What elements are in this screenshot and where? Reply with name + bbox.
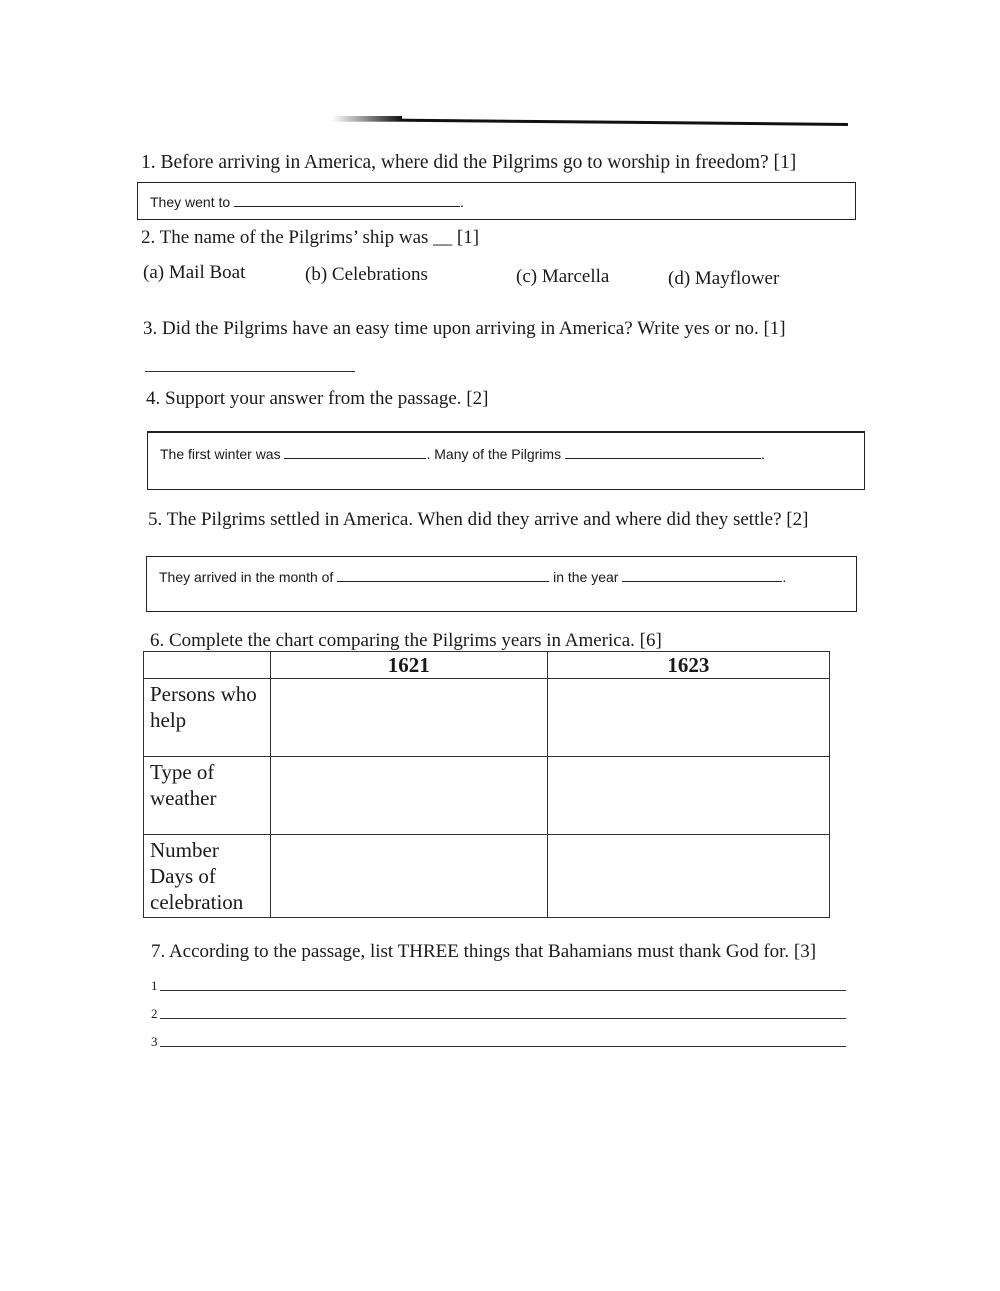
chart-row (144, 757, 830, 835)
answer-7-line-2[interactable] (160, 1018, 846, 1019)
answer-4-part1: The first winter was (160, 446, 281, 462)
answer-box-1 (137, 182, 856, 220)
answer-3-line[interactable] (145, 371, 355, 372)
chart-cell-celebration-1623[interactable] (547, 835, 829, 918)
chart-row (144, 679, 830, 757)
chart-row (144, 835, 830, 918)
chart-header-blank (144, 652, 271, 679)
answer-5-part1: They arrived in the month of (159, 569, 334, 585)
option-a[interactable]: (a) Mail Boat (143, 262, 246, 283)
question-5: 5. The Pilgrims settled in America. When did they arrive and where did they settle? [2] (148, 509, 809, 530)
answer-5-suffix: . (782, 569, 787, 585)
answer-4-suffix: . (760, 446, 765, 462)
header-rule-left-taper (332, 116, 402, 121)
comparison-chart (143, 651, 830, 918)
question-7: 7. According to the passage, list THREE things that Bahamians must thank God for. [3] (151, 941, 817, 962)
answer-4-blank-2[interactable] (565, 444, 761, 459)
option-c[interactable]: (c) Marcella (516, 266, 610, 287)
option-b[interactable]: (b) Celebrations (305, 264, 428, 285)
answer-1-suffix: . (460, 194, 464, 210)
answer-7-line-1[interactable] (160, 990, 846, 991)
answer-5-part2: in the year (553, 569, 619, 585)
chart-cell-weather-1621[interactable] (270, 757, 547, 835)
answer-5-blank-month[interactable] (337, 567, 549, 582)
answer-box-5 (146, 556, 857, 612)
question-4: 4. Support your answer from the passage. [2] (146, 388, 489, 409)
chart-header-1621: 1621 (270, 652, 547, 679)
answer-7-number-2: 2 (151, 1006, 158, 1021)
chart-row-label-persons: Persons who help (144, 679, 271, 757)
answer-7-number-3: 3 (151, 1034, 158, 1049)
chart-row-label-weather: Type of weather (144, 757, 271, 835)
option-d[interactable]: (d) Mayflower (668, 268, 780, 289)
answer-box-4 (147, 431, 865, 490)
question-2: 2. The name of the Pilgrims’ ship was __ [1] (141, 227, 480, 248)
answer-1-blank[interactable] (234, 192, 460, 207)
chart-header-1623: 1623 (547, 652, 829, 679)
question-3: 3. Did the Pilgrims have an easy time upon arriving in America? Write yes or no. [1] (143, 318, 786, 339)
chart-cell-celebration-1621[interactable] (270, 835, 547, 918)
chart-cell-persons-1621[interactable] (270, 679, 547, 757)
chart-cell-persons-1623[interactable] (547, 679, 829, 757)
answer-1-prefix: They went to (150, 194, 231, 210)
question-1: 1. Before arriving in America, where did the Pilgrims go to worship in freedom? [1] (141, 152, 797, 173)
answer-5-blank-year[interactable] (622, 567, 782, 582)
answer-7-line-3[interactable] (160, 1046, 846, 1047)
chart-header-row (144, 652, 830, 679)
chart-row-label-celebration: Number Days of celebration (144, 835, 271, 918)
answer-7-number-1: 1 (151, 978, 158, 993)
header-rule (332, 118, 848, 126)
question-6: 6. Complete the chart comparing the Pilgrims years in America. [6] (150, 630, 662, 651)
answer-4-blank-1[interactable] (284, 444, 426, 459)
chart-cell-weather-1623[interactable] (547, 757, 829, 835)
answer-4-part2: . Many of the Pilgrims (426, 446, 562, 462)
